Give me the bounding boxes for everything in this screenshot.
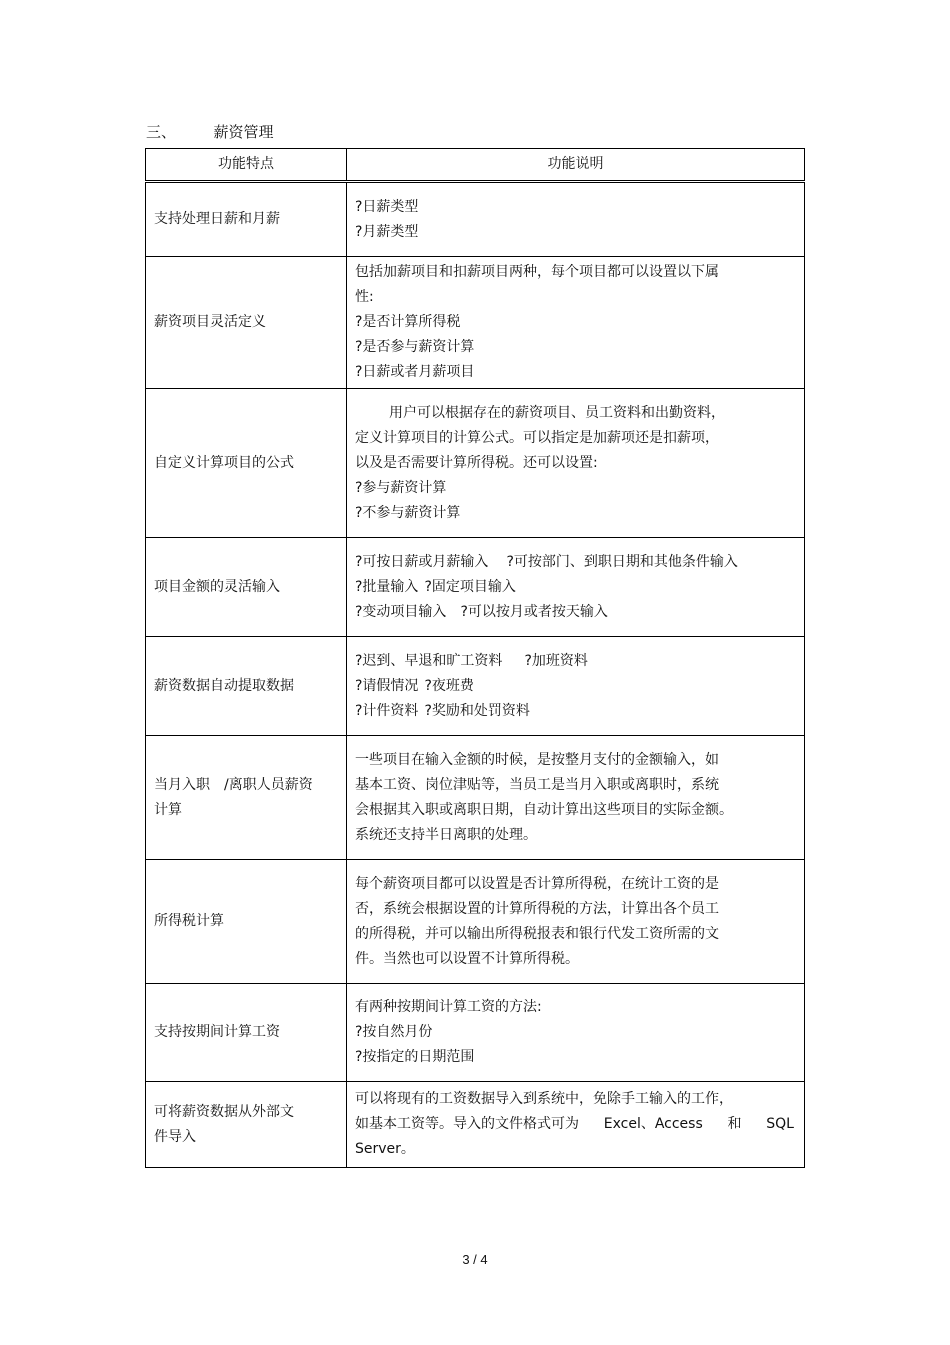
feature-line: 当月入职 /离职人员薪资 (154, 776, 313, 793)
feature-cell: 项目金额的灵活输入 (146, 538, 347, 637)
description-cell (347, 389, 805, 538)
table-row (146, 538, 805, 637)
option-item: ?计件资料 (355, 702, 419, 719)
feature-line: 可将薪资数据从外部文 (154, 1103, 294, 1120)
description-line: 件。当然也可以设置不计算所得税。 (355, 950, 579, 967)
header-feature: 功能特点 (146, 149, 347, 182)
feature-line: 计算 (154, 801, 182, 818)
description-line: 用户可以根据存在的薪资项目、员工资料和出勤资料， (389, 404, 725, 421)
description-line (355, 600, 794, 625)
description-line: ?是否参与薪资计算 (355, 339, 475, 355)
description-line (355, 674, 794, 699)
description-line (355, 550, 794, 575)
description-line (355, 649, 794, 674)
description-line: 可以将现有的工资数据导入到系统中，免除手工输入的工作， (355, 1091, 733, 1107)
text-segment: SQL (766, 1116, 794, 1132)
text-segment: 如基本工资等。导入的文件格式可为 (355, 1116, 579, 1132)
description-line: ?日薪类型 (355, 198, 419, 215)
page-number: 3 / 4 (462, 1252, 488, 1267)
feature-cell (146, 736, 347, 860)
description-line: 包括加薪项目和扣薪项目两种，每个项目都可以设置以下属 (355, 264, 719, 280)
table-row (146, 389, 805, 538)
text-segment: 和 (727, 1116, 742, 1132)
section-number: 三、 (146, 123, 169, 141)
table-row (146, 182, 805, 257)
feature-cell: 薪资数据自动提取数据 (146, 637, 347, 736)
table-header-row (146, 149, 805, 182)
description-line: 的所得税，并可以输出所得税报表和银行代发工资所需的文 (355, 925, 719, 942)
feature-cell: 所得税计算 (146, 860, 347, 984)
description-line: 会根据其入职或离职日期，自动计算出这些项目的实际金额。 (355, 801, 733, 818)
description-line: 系统还支持半日离职的处理。 (355, 826, 537, 843)
description-line: 以及是否需要计算所得税。还可以设置: (355, 454, 598, 471)
option-item: ?夜班费 (424, 677, 474, 694)
description-line: ?日薪或者月薪项目 (355, 364, 475, 380)
description-cell (347, 538, 805, 637)
description-cell (347, 182, 805, 257)
feature-cell: 支持处理日薪和月薪 (146, 182, 347, 257)
description-line (355, 575, 794, 600)
description-line: ?不参与薪资计算 (355, 504, 461, 521)
option-item: ?批量输入 (355, 578, 419, 595)
description-line: ?参与薪资计算 (355, 479, 447, 496)
description-cell (347, 637, 805, 736)
description-line: ?按指定的日期范围 (355, 1049, 475, 1065)
option-item: ?请假情况 (355, 677, 419, 694)
table-row (146, 984, 805, 1082)
option-item: ?可按日薪或月薪输入 (355, 553, 489, 570)
description-cell (347, 736, 805, 860)
text-segment: Excel、Access (603, 1116, 703, 1132)
description-line (355, 1112, 794, 1137)
description-line: 有两种按期间计算工资的方法: (355, 999, 542, 1015)
table-row (146, 637, 805, 736)
description-line: 定义计算项目的计算公式。可以指定是加薪项还是扣薪项， (355, 429, 719, 446)
table-row (146, 736, 805, 860)
description-line: ?按自然月份 (355, 1024, 433, 1040)
salary-feature-table (145, 148, 805, 1168)
table-row (146, 1082, 805, 1168)
section-heading (146, 122, 274, 142)
option-item: ?加班资料 (524, 652, 588, 669)
option-item: ?固定项目输入 (424, 578, 516, 595)
option-item: ?迟到、早退和旷工资料 (355, 652, 503, 669)
feature-cell: 薪资项目灵活定义 (146, 257, 347, 389)
feature-cell: 支持按期间计算工资 (146, 984, 347, 1082)
description-cell (347, 257, 805, 389)
option-item: ?可以按月或者按天输入 (460, 603, 608, 620)
table-row (146, 257, 805, 389)
feature-line: 件导入 (154, 1128, 196, 1145)
description-line: 否，系统会根据设置的计算所得税的方法，计算出各个员工 (355, 900, 719, 917)
description-line: 基本工资、岗位津贴等，当员工是当月入职或离职时，系统 (355, 776, 719, 793)
description-line: Server。 (355, 1141, 415, 1157)
option-item: ?可按部门、到职日期和其他条件输入 (506, 553, 738, 570)
description-cell (347, 1082, 805, 1168)
option-item: ?变动项目输入 (355, 603, 447, 620)
description-cell (347, 984, 805, 1082)
description-line (355, 699, 794, 724)
description-line: ?是否计算所得税 (355, 314, 461, 330)
description-line: ?月薪类型 (355, 223, 419, 240)
section-title: 薪资管理 (213, 123, 274, 141)
feature-cell (146, 1082, 347, 1168)
description-line: 每个薪资项目都可以设置是否计算所得税，在统计工资的是 (355, 875, 719, 892)
description-cell (347, 860, 805, 984)
header-description: 功能说明 (347, 149, 805, 182)
description-line: 一些项目在输入金额的时候，是按整月支付的金额输入，如 (355, 751, 719, 768)
table-row (146, 860, 805, 984)
feature-cell: 自定义计算项目的公式 (146, 389, 347, 538)
description-line: 性: (355, 289, 374, 305)
option-item: ?奖励和处罚资料 (424, 702, 530, 719)
